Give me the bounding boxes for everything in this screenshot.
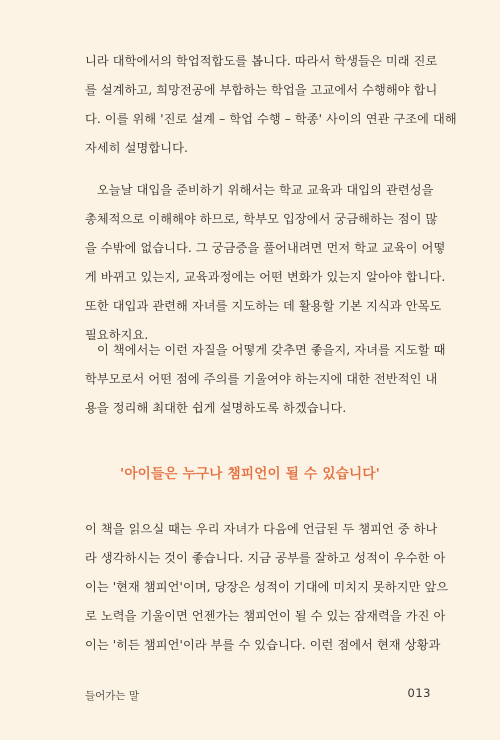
text-line: 라 생각하시는 것이 좋습니다. 지금 공부를 잘하고 성적이 우수한 아 [85,551,446,565]
text-line: 이는 '히든 챔피언'이라 부를 수 있습니다. 이런 점에서 현재 상황과 [85,638,441,652]
section-heading: '아이들은 누구나 챔피언이 될 수 있습니다' [119,466,381,482]
text-line: 또한 대입과 관련해 자녀를 지도하는 데 활용할 기본 지식과 안목도 [85,299,442,313]
text-line: 를 설계하고, 희망전공에 부합하는 학업을 고교에서 수행해야 합니 [85,83,438,97]
paragraph-champions [85,515,449,660]
text-line: 용을 정리해 최대한 쉽게 설명하도록 하겠습니다. [85,401,347,415]
text-line: 총체적으로 이해해야 하므로, 학부모 입장에서 궁금해하는 점이 많 [85,212,438,226]
text-line: 학부모로서 어떤 점에 주의를 기울여야 하는지에 대한 전반적인 내 [85,372,438,386]
page-number: 013 [407,686,431,700]
text-line: 로 노력을 기울이면 언젠가는 챔피언이 될 수 있는 잠재력을 가진 아 [85,609,446,623]
paragraph-book-purpose [85,336,446,423]
text-line: 이 책을 읽으실 때는 우리 자녀가 다음에 언급된 두 챔피언 중 하나 [85,522,438,536]
text-line: 이 책에서는 이런 자질을 어떻게 갖추면 좋을지, 자녀를 지도할 때 [97,343,446,357]
text-line: 을 수밖에 없습니다. 그 궁금증을 풀어내려면 먼저 학교 교육이 어떻 [85,241,446,255]
paragraph-intro-continuation [85,47,457,163]
text-line: 게 바뀌고 있는지, 교육과정에는 어떤 변화가 있는지 알아야 합니다. [85,270,446,284]
text-line: 자세히 설명합니다. [85,141,188,155]
text-line: 필요하지요. [85,328,149,342]
text-line: 다. 이를 위해 '진로 설계 – 학업 수행 – 학종' 사이의 연관 구조에 대해 [85,112,457,126]
text-line: 니라 대학에서의 학업적합도를 봅니다. 따라서 학생들은 미래 진로 [85,54,438,68]
running-footer-label: 들어가는 말 [85,690,140,702]
text-line: 오늘날 대입을 준비하기 위해서는 학교 교육과 대입의 관련성을 [97,183,434,197]
text-line: 이는 '현재 챔피언'이며, 당장은 성적이 기대에 미치지 못하지만 앞으 [85,580,449,594]
